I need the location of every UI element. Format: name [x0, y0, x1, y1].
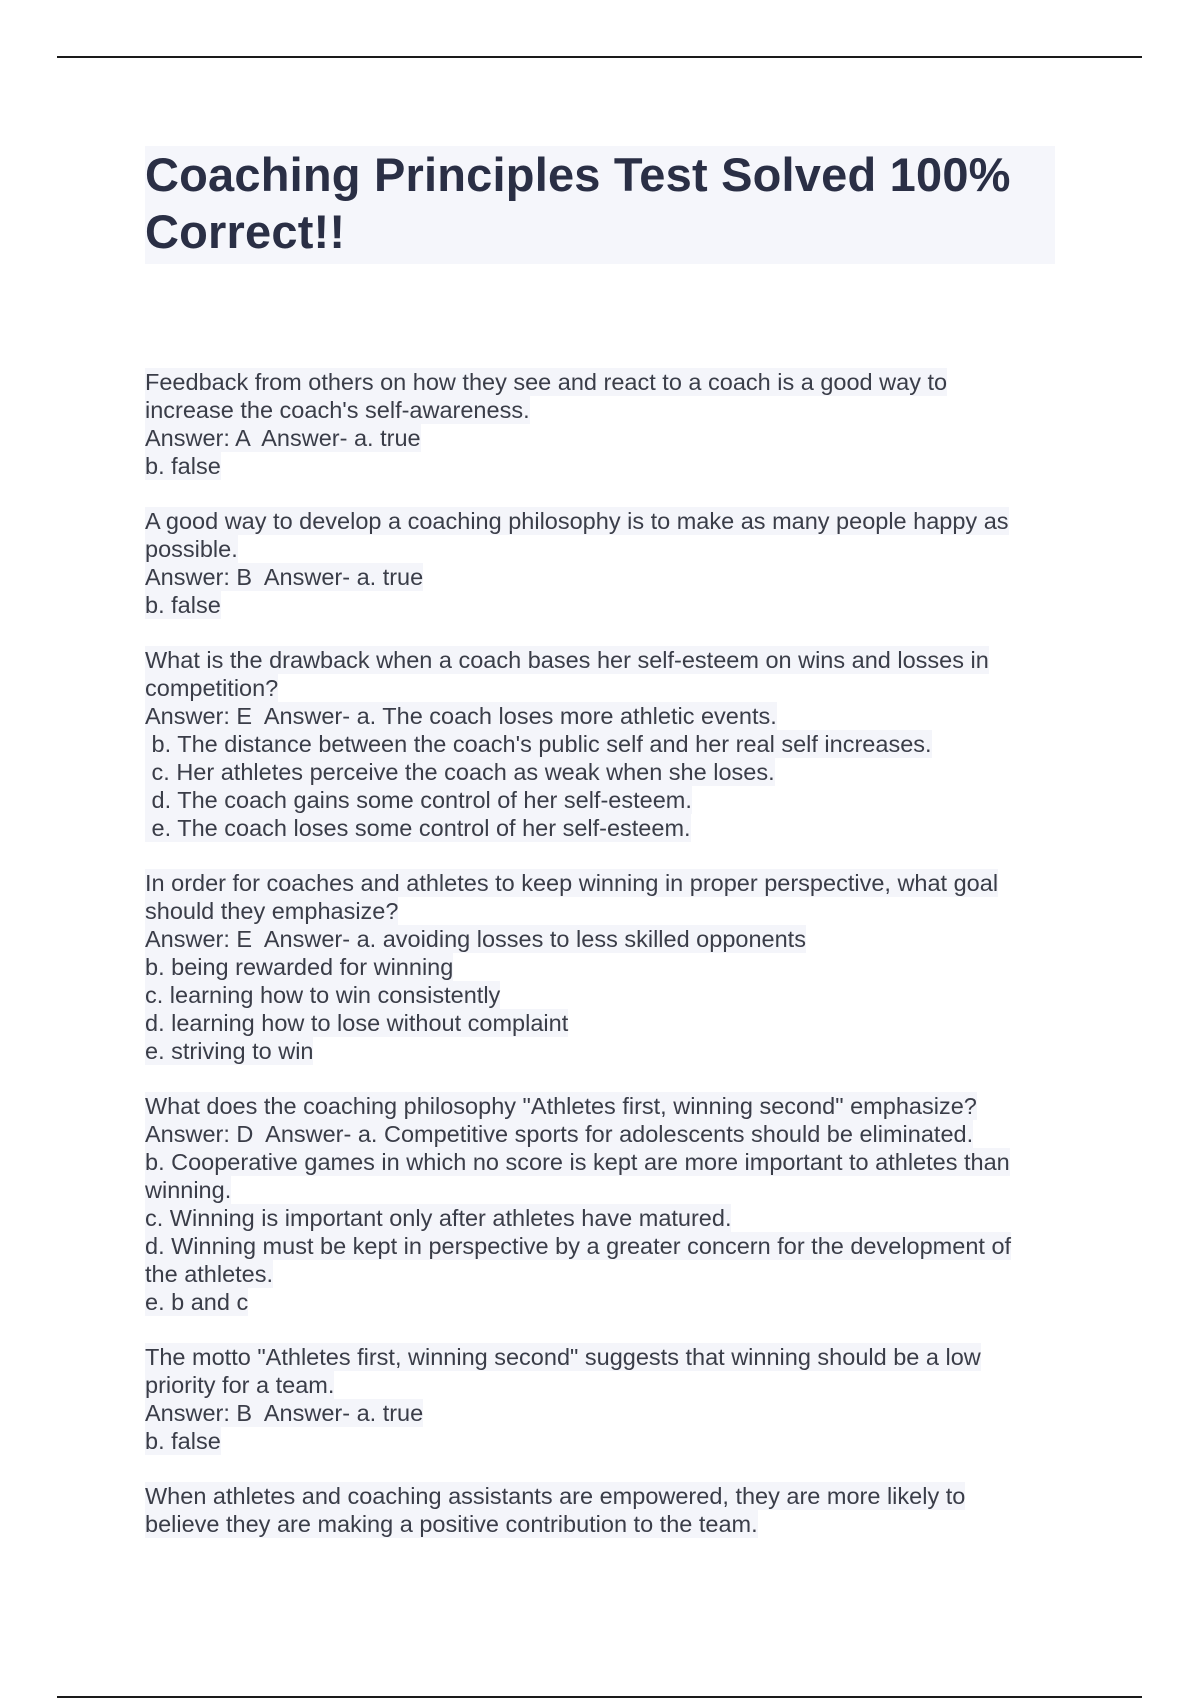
text-line: b. The distance between the coach's public self and her real self increases.: [145, 731, 932, 757]
text-line: d. learning how to lose without complaint: [145, 1010, 569, 1036]
question-text: Feedback from others on how they see and react to a coach is a good way to: [145, 369, 948, 395]
question-text: The motto "Athletes first, winning second" suggests that winning should be a low: [145, 1344, 981, 1370]
text-line: c. learning how to win consistently: [145, 982, 501, 1008]
bottom-rule: [57, 1696, 1142, 1698]
text-line: e. The coach loses some control of her self-esteem.: [145, 815, 691, 841]
document-title: Coaching Principles Test Solved 100% Correct!!: [145, 148, 1011, 258]
qa-list: [145, 368, 1065, 1565]
question-block: [145, 869, 1065, 1065]
question-block: [145, 368, 1065, 480]
top-rule: [57, 56, 1142, 58]
text-line: Answer: E Answer- a. avoiding losses to less skilled opponents: [145, 926, 806, 952]
text-line: d. The coach gains some control of her self-esteem.: [145, 787, 692, 813]
text-line: Answer: D Answer- a. Competitive sports for adolescents should be eliminated.: [145, 1121, 974, 1147]
text-line: Answer: B Answer- a. true: [145, 564, 424, 590]
text-line: increase the coach's self-awareness.: [145, 397, 530, 423]
text-line: b. Cooperative games in which no score is kept are more important to athletes than: [145, 1149, 1010, 1175]
question-text: When athletes and coaching assistants are empowered, they are more likely to: [145, 1483, 966, 1509]
text-line: should they emphasize?: [145, 898, 399, 924]
text-line: possible.: [145, 536, 238, 562]
text-line: believe they are making a positive contribution to the team.: [145, 1511, 758, 1537]
text-line: Answer: B Answer- a. true: [145, 1400, 424, 1426]
text-line: b. false: [145, 1428, 221, 1454]
text-line: priority for a team.: [145, 1372, 335, 1398]
text-line: c. Winning is important only after athletes have matured.: [145, 1205, 732, 1231]
text-line: Answer: A Answer- a. true: [145, 425, 421, 451]
text-line: b. false: [145, 453, 221, 479]
question-text: In order for coaches and athletes to keep winning in proper perspective, what goal: [145, 870, 999, 896]
text-line: the athletes.: [145, 1261, 274, 1287]
question-block: [145, 507, 1065, 619]
title-block: [145, 146, 1055, 264]
text-line: e. b and c: [145, 1289, 249, 1315]
question-text: What is the drawback when a coach bases her self-esteem on wins and losses in: [145, 647, 989, 673]
text-line: e. striving to win: [145, 1038, 314, 1064]
question-block: [145, 1343, 1065, 1455]
text-line: c. Her athletes perceive the coach as weak when she loses.: [145, 759, 775, 785]
question-block: [145, 646, 1065, 842]
text-line: b. being rewarded for winning: [145, 954, 454, 980]
text-line: winning.: [145, 1177, 232, 1203]
question-block: [145, 1482, 1065, 1538]
question-block: [145, 1092, 1065, 1316]
text-line: Answer: E Answer- a. The coach loses more athletic events.: [145, 703, 777, 729]
question-text: A good way to develop a coaching philosophy is to make as many people happy as: [145, 508, 1009, 534]
text-line: d. Winning must be kept in perspective by a greater concern for the development of: [145, 1233, 1012, 1259]
text-line: b. false: [145, 592, 221, 618]
question-text: What does the coaching philosophy "Athletes first, winning second" emphasize?: [145, 1093, 977, 1119]
text-line: competition?: [145, 675, 279, 701]
